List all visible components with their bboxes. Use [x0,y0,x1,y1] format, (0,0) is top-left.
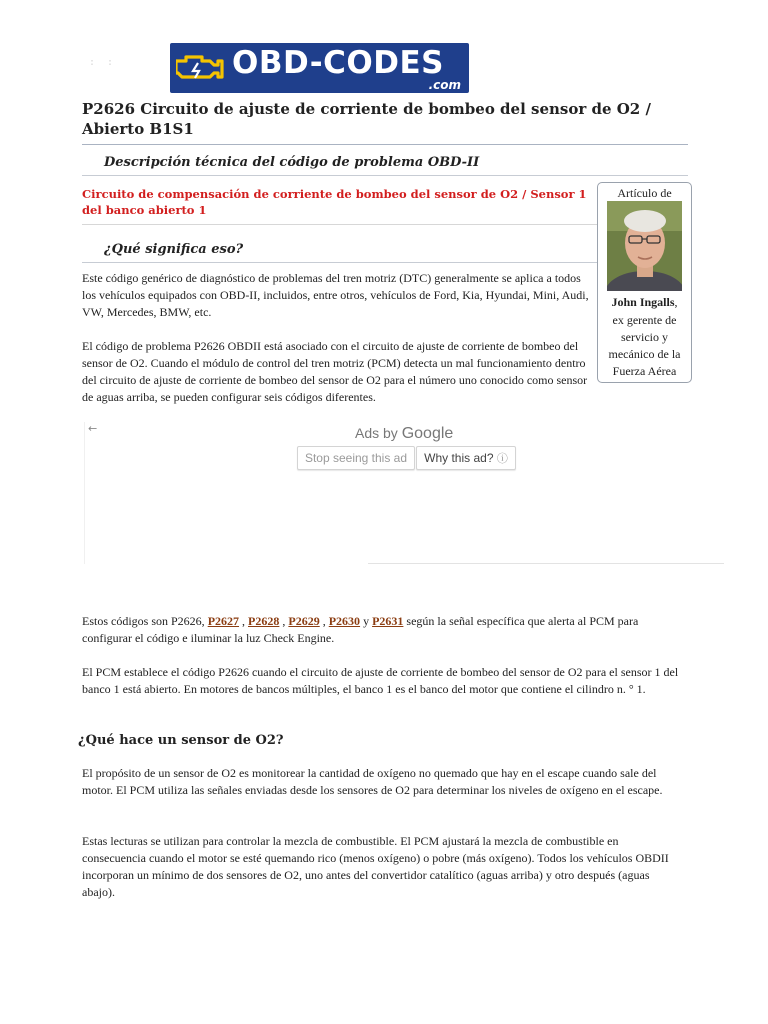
why-this-ad-label: Why this ad? [424,451,494,465]
ad-border [84,422,85,564]
title-divider [82,144,688,145]
author-role-line: Fuerza Aérea [612,364,677,378]
codes-suffix: según la señal específica que alerta al PCM para configurar el código e iluminar la luz Check Engine. [82,614,639,645]
ad-bottom-line [368,563,724,564]
author-card [597,182,692,383]
link-p2628[interactable]: P2628 [248,614,280,628]
author-role [598,312,691,380]
codes-separator: , [279,614,289,628]
author-name-line [598,295,691,310]
link-p2630[interactable]: P2630 [328,614,361,628]
meaning-divider [82,262,597,263]
author-role-line: servicio y [621,330,668,344]
paragraph-pcm-sets-code: El PCM establece el código P2626 cuando el circuito de ajuste de corriente de bombeo del sensor de O2 para el sensor 1 del banco 1 está abierto. En motores de bancos múltiples, el banco 1 es el banco del motor que contiene el cilindro n. ° 1. [82,665,679,696]
codes-prefix: Estos códigos son P2626, [82,614,208,628]
ads-by-google [355,425,453,443]
logo-text: OBD-CODES [232,45,444,81]
why-this-ad-button[interactable] [416,446,516,470]
info-icon: ⓘ [496,453,508,465]
author-label: Artículo de [617,186,672,200]
ads-by-label: Ads by [355,425,402,441]
author-role-line: ex gerente de [612,313,677,327]
paragraph-applicability: Este código genérico de diagnóstico de problemas del tren motriz (DTC) generalmente se aplica a todos los vehículos equipados con OBD-II, incluidos, entre otros, vehículos de Ford, Kia, Hyundai, Mini, Audi, VW, Mercedes, BMW, etc. [82,271,589,319]
author-photo-image [607,201,682,291]
subhead-technical: Descripción técnica del código de problema OBD-II [104,155,480,170]
link-p2629[interactable]: P2629 [288,614,320,628]
paragraph-o2-purpose: El propósito de un sensor de O2 es monitorear la cantidad de oxígeno no quemado que hay en el escape cuando sale del motor. El PCM utiliza las señales enviadas desde los sensores de O2 para determinar los niveles de oxígeno en el escape. [82,766,663,797]
codes-and: y [360,614,373,628]
red-heading-divider [82,224,597,225]
author-photo [607,201,682,291]
check-engine-icon [176,51,226,85]
stop-seeing-ad-button[interactable]: Stop seeing this ad [297,446,415,470]
site-logo[interactable] [170,43,469,93]
ad-back-arrow-icon[interactable]: ← [88,422,98,435]
link-p2627[interactable]: P2627 [207,614,240,628]
codes-separator: , [319,614,329,628]
codes-separator: , [239,614,249,628]
ad-container [84,422,724,564]
paragraph-related-codes [82,613,682,647]
subhead-meaning: ¿Qué significa eso? [104,242,244,257]
author-role-line: mecánico de la [608,347,681,361]
author-name-comma: , [674,295,678,309]
faint-marks: : : [89,57,117,68]
section-heading-o2-sensor: ¿Qué hace un sensor de O2? [78,733,284,748]
technical-description-heading: Circuito de compensación de corriente de bombeo del sensor de O2 / Sensor 1 del banco abierto 1 [82,187,587,217]
paragraph-circuit: El código de problema P2626 OBDII está asociado con el circuito de ajuste de corriente de bombeo del sensor de O2. Cuando el módulo de control del tren motriz (PCM) detecta un mal funcionamiento dentro del circuito de ajuste de corriente de bombeo del sensor de O2 para el número uno conocido como sensor de aguas arriba, se pueden configurar seis códigos diferentes. [82,339,588,404]
logo-domain: .com [428,78,461,92]
paragraph-fuel-mixture: Estas lecturas se utilizan para controlar la mezcla de combustible. El PCM ajustará la mezcla de combustible en consecuencia cuando el motor se esté quemando rico (menos oxígeno) o pobre (más oxígeno). Todos los vehículos OBDII incorporan un mínimo de dos sensores de O2, uno antes del convertidor catalítico (aguas arriba) y otro después (aguas abajo). [82,834,669,899]
subhead-divider [82,175,688,176]
link-p2631[interactable]: P2631 [372,614,404,628]
page-title: P2626 Circuito de ajuste de corriente de bombeo del sensor de O2 / Abierto B1S1 [82,100,651,138]
author-name: John Ingalls [611,295,675,309]
google-wordmark: Google [401,425,454,442]
